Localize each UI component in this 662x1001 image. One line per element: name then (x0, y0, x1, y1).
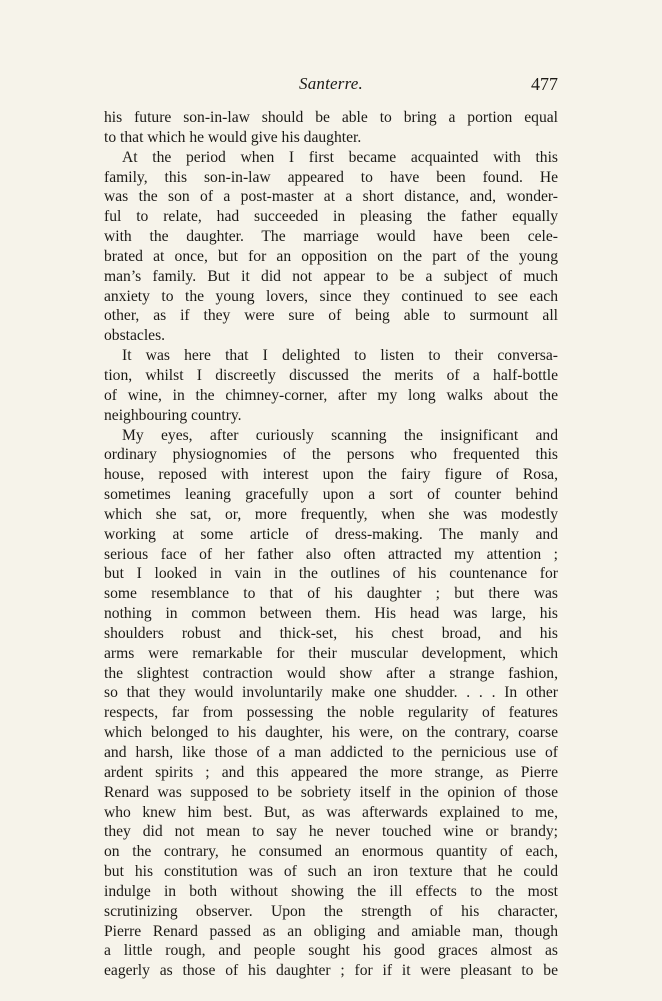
text-line: they did not mean to say he never touched wine or brandy; (104, 823, 558, 841)
text-line: man’s family. But it did not appear to be a subject of much (104, 267, 558, 285)
text-line: house, reposed with interest upon the fairy figure of Rosa, (104, 466, 558, 484)
text-line: arms were remarkable for their muscular development, which (104, 644, 558, 662)
text-line: who knew him best. But, as was afterwards explained to me, (104, 803, 558, 821)
text-line: obstacles. (104, 327, 166, 345)
text-line: ordinary physiognomies of the persons who frequented this (104, 446, 558, 464)
page-number: 477 (531, 74, 558, 94)
text-line: his future son-in-law should be able to bring a portion equal (104, 109, 558, 126)
text-line: the slightest contraction would show after a strange fashion, (104, 664, 558, 682)
text-line: other, as if they were sure of being able to surmount all (104, 307, 558, 325)
text-line: sometimes leaning gracefully upon a sort of counter behind (104, 486, 558, 504)
text-line: ful to relate, had succeeded in pleasing the father equally (104, 208, 558, 226)
body-text (104, 108, 558, 981)
text-line: of wine, in the chimney-corner, after my long walks about the (104, 386, 558, 404)
text-line: ardent spirits ; and this appeared the more strange, as Pierre (104, 763, 558, 781)
text-line: was the son of a post-master at a short distance, and, wonder- (104, 188, 558, 206)
text-line: eagerly as those of his daughter ; for if it were pleasant to be (104, 962, 558, 980)
text-line: My eyes, after curiously scanning the insignificant and (122, 426, 558, 444)
text-line: family, this son-in-law appeared to have been found. He (104, 168, 558, 186)
text-line: It was here that I delighted to listen to their conversa- (122, 347, 558, 365)
text-line: serious face of her father also often attracted my attention ; (104, 545, 558, 563)
text-line: which she sat, or, more frequently, when she was modestly (104, 505, 558, 523)
text-line: At the period when I first became acquainted with this (122, 148, 558, 166)
text-line: and harsh, like those of a man addicted to the pernicious use of (104, 744, 558, 761)
text-line: a little rough, and people sought his good graces almost as (104, 942, 558, 960)
text-line: scrutinizing observer. Upon the strength of his character, (104, 902, 558, 920)
text-line: but I looked in vain in the outlines of his countenance for (104, 565, 558, 583)
text-line: but his constitution was of such an iron texture that he could (104, 863, 558, 881)
text-line: neighbouring country. (104, 406, 242, 424)
text-line: nothing in common between them. His head was large, his (104, 605, 558, 623)
text-line: so that they would involuntarily make one shudder. . . . In other (104, 684, 558, 702)
text-line: Renard was supposed to be sobriety itself in the opinion of those (104, 783, 558, 801)
text-line: shoulders robust and thick-set, his chest broad, and his (104, 624, 558, 642)
text-line: tion, whilst I discreetly discussed the merits of a half-bottle (104, 366, 558, 384)
text-line: working at some article of dress-making. The manly and (104, 525, 558, 543)
running-title: Santerre. (299, 74, 363, 93)
text-line: respects, far from possessing the noble regularity of features (104, 704, 558, 722)
text-line: some resemblance to that of his daughter ; but there was (104, 585, 558, 603)
text-line: anxiety to the young lovers, since they continued to see each (104, 287, 558, 305)
running-head (104, 74, 558, 96)
text-line: brated at once, but for an opposition on the part of the young (104, 247, 558, 265)
text-line: indulge in both without showing the ill effects to the most (104, 882, 558, 900)
text-line: on the contrary, he consumed an enormous quantity of each, (104, 843, 558, 861)
text-line: with the daughter. The marriage would have been cele- (104, 228, 558, 246)
text-line: which belonged to his daughter, his were, on the contrary, coarse (104, 724, 558, 742)
text-line: Pierre Renard passed as an obliging and amiable man, though (104, 922, 558, 940)
text-line: to that which he would give his daughter. (104, 128, 362, 146)
